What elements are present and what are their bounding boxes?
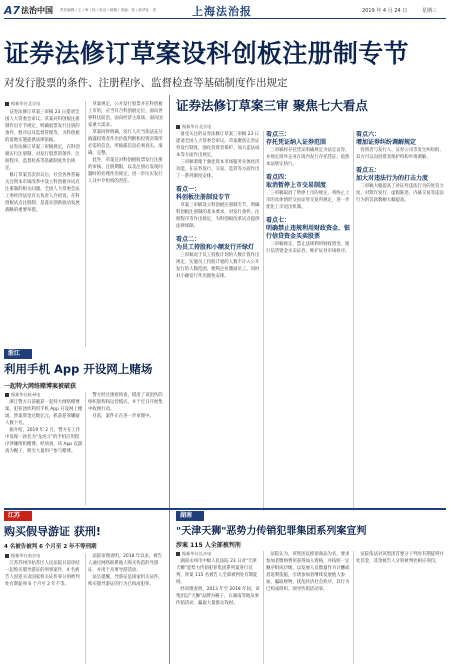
paragraph: 三审稿将存托凭证明确规定为法定证券，并规定境外企业在境内发行存托凭证，依照本法规定执行。 — [266, 148, 350, 167]
main-col-a — [176, 131, 261, 511]
paragraph: 投资者与发行人、证券公司等发生纠纷的，双方可以向投资者保护机构申请调解。 — [356, 148, 444, 160]
paragraph: 警方经过缜密侦查，摸清了该团伙的组织架构和运营模式，并于近日开展集中收网行动。 — [88, 393, 163, 412]
jiangsu-byline — [5, 553, 40, 559]
editor-info: 责任编辑 / 王 / 审 / 校 / 电话 / 邮箱 / 美编：张 / 新华社：张 — [60, 8, 157, 12]
point-title: 增加证券纠纷调解规定 — [356, 139, 417, 146]
paragraph: 目前，案件正在进一步审理中。 — [92, 414, 154, 419]
section-divider — [4, 508, 446, 510]
point-title: 加大对违法行为的打击力度 — [356, 175, 429, 182]
paragraph: 备受关注的证券法修订草案三审稿 23 日提请全国人大常委会审议。草案聚焦完善证券发行制度、强化投资者保护、加大违法成本等方面作出规定。 — [176, 132, 260, 158]
jiangsu-subtitle: 4 名被告被判 6 个月至 2 年不等刑期 — [4, 544, 97, 550]
byline-square-icon — [5, 554, 9, 558]
paragraph: 浙江警方日前破获一起特大网络赌博案，犯罪团伙利用手机 App 开设网上赌场，涉案资金达数亿元，抓获犯罪嫌疑人数十名。 — [5, 400, 83, 426]
byline-square-icon — [5, 393, 9, 397]
paragraph: 三审稿对于员工持股计划的人数计算作出规定，实施员工持股计划的人数不计入公开发行的人数范围，便利企业激励员工。同时对小额发行作出豁免安排。 — [176, 253, 260, 279]
main-headline: 证券法修订草案设科创板注册制专节 — [4, 39, 409, 68]
column-divider — [169, 511, 170, 664]
point-head: 看点一： — [176, 186, 201, 193]
issue-date: 2019 年 4 月 24 日 — [362, 8, 408, 14]
paragraph: 草案三审稿设立科创板注册制专节，明确科创板注册制的基本要求，对发行条件、注册程序等作出规定，为科创板改革试点提供法律保障。 — [176, 203, 260, 229]
zhejiang-col1 — [5, 399, 83, 505]
zhejiang-title: 利用手机 App 开设网上赌场 — [4, 362, 153, 376]
point-head: 看点六： — [356, 131, 381, 138]
main-col-b — [266, 131, 351, 511]
paragraph: 据介绍，2019 年 2 月，警方在工作中发现一款名为"龙虎斗"的手机应用程序涉嫌组织赌博。经侦查，该 App 以游戏为幌子，吸引大量用户参与赌博。 — [5, 428, 83, 454]
paragraph: 证券法修订草案三审稿规定，在科创板实行注册制，对发行股票的条件、注册程序、监督检查等基础制度作出规定。 — [5, 145, 80, 171]
paragraph: 修订草案首次审议后，社会各界普遍关注资本市场改革中设立科创板并试点注册制的相关问题。全国人大常委会法工委经济法室有关负责人介绍说，在科创板试点注册制，是落实创新驱动发展战略的重要举措。 — [5, 173, 80, 213]
point-title: 明确禁止违规利用财政资金、银行信贷资金买卖股票 — [266, 225, 351, 240]
zhejiang-subtitle: 一起特大网络赌博案被破获 — [4, 383, 77, 390]
column-divider — [85, 553, 86, 664]
headline-subtitle: 对发行股票的条件、注册程序、监督检查等基础制度作出规定 — [4, 77, 288, 89]
byline-square-icon — [176, 125, 180, 129]
hunan-byline — [176, 551, 211, 557]
paragraph: 此外，草案还对科创板股票发行注册的审核、注册期限，以及注册后发现问题时的处理作出规定，进一步压实发行人及中介机构的责任。 — [88, 158, 163, 184]
column-divider — [353, 551, 354, 664]
point-head: 看点五： — [356, 167, 381, 174]
byline-square-icon — [176, 552, 180, 556]
point-title: 取消暂停上市交易制度 — [266, 182, 327, 189]
lead-byline — [5, 101, 40, 107]
jiangsu-col1 — [5, 560, 83, 664]
region-label-zhejiang: 浙江 — [4, 349, 32, 359]
region-label-hunan: 湖南 — [176, 511, 204, 521]
column-divider — [85, 101, 86, 347]
column-divider — [85, 392, 86, 505]
region-label-jiangsu: 江苏 — [4, 511, 32, 521]
paragraph: 三审稿大幅提高了对证券违法行为的处罚力度，对欺诈发行、虚假陈述、内幕交易等违法行为的罚款数额大幅提高。 — [356, 184, 444, 203]
point-head: 看点七： — [266, 217, 291, 224]
jiangsu-title: 购买假导游证 获刑! — [4, 525, 101, 538]
zhejiang-byline — [5, 392, 40, 398]
main-byline — [176, 124, 211, 130]
column-divider — [263, 551, 264, 664]
paragraph: 三审稿规定，禁止违规利用财政资金、银行信贷资金买卖证券，维护证券市场秩序。 — [266, 242, 350, 254]
paragraph: 法院认为，该集团以推销商品为名，要求参加者缴纳费用获得加入资格，并按照一定顺序组成层级，以发展人员数量作为计酬或者返利依据，引诱参加者继续发展他人参加，骗取财物，扰乱经济社会秩序，其行为已构成组织、领导传销活动罪。 — [266, 552, 350, 592]
paragraph: 草案规定，公开发行股票并在科创板上市的，应当符合科创板定位，面向世界科技前沿、面向经济主战场、面向国家重大需求。 — [88, 102, 163, 128]
page-header — [4, 4, 446, 19]
column-divider — [353, 131, 354, 511]
paragraph: 法官提醒，导游证是国家机关证件，购买假导游证的行为已构成犯罪。 — [88, 575, 163, 587]
byline-text: 据新华社南京电 — [11, 553, 41, 558]
hunan-col1 — [176, 558, 261, 664]
main-article-title: 证券法修订草案三审 聚焦七大看点 — [176, 98, 368, 113]
byline-text: 据新华社杭州电 — [11, 392, 41, 397]
paragraph: 证券法修订草案三审稿 23 日提请全国人大常委会审议。草案对科创板注册制作出专节规定，明确股票发行注册的条件、程序以及监督管理等，为科创板的落地实施提供法律依据。 — [5, 110, 80, 143]
hunan-col2 — [266, 551, 351, 664]
paragraph: 江苏苏州市姑苏区人民法院日前审结一起购买假导游证的刑事案件，4 名被告人因犯买卖国家机关证件罪分别被判处有期徒刑 6 个月至 2 年不等。 — [5, 561, 80, 587]
paragraph: 三审稿着眼于强化资本市场服务实体经济功能，在证券发行、交易、监管等方面作出了一系列制度安排。 — [176, 160, 260, 179]
page-number: A7 — [4, 4, 21, 17]
section-name: 法治中国 — [21, 6, 53, 15]
point-head: 看点二： — [176, 236, 201, 243]
jiangsu-col2 — [88, 553, 166, 664]
column-divider — [263, 131, 264, 511]
byline-text: 据新华社北京电 — [11, 101, 41, 106]
point-head: 看点四： — [266, 174, 291, 181]
weekday: 星期三 — [422, 8, 438, 14]
point-title: 科创板注册制设专节 — [176, 194, 231, 201]
point-title: 为员工持股和小额发行开绿灯 — [176, 244, 255, 251]
point-title: 存托凭证纳入证券范围 — [266, 139, 327, 146]
paragraph: 法院依法对该集团首要分子判处有期徒刑并处罚金，其余被告人分别被判处相应刑罚。 — [356, 552, 444, 564]
zhejiang-col2 — [88, 392, 166, 505]
hunan-subtitle: 涉案 115 人全部被判刑 — [176, 542, 241, 549]
hunan-title: "天津天狮"恶势力传销犯罪集团系列案宣判 — [176, 526, 367, 537]
lead-article-col2 — [88, 101, 166, 347]
point-head: 看点三： — [266, 131, 291, 138]
paragraph: 草案同时明确，发行人应当依法充分披露投资者作出价值判断和投资决策所必需的信息，所披露信息必须真实、准确、完整。 — [88, 130, 163, 156]
byline-square-icon — [5, 102, 9, 106]
paragraph: 经审理查明，2013 年至 2018 年间，该集团以"天狮"品牌为幌子，在湖南等地从事传销活动，骗取大量群众钱财。 — [176, 587, 260, 606]
main-col-c — [356, 131, 444, 511]
hunan-col3 — [356, 551, 444, 664]
paragraph: 三审稿取消了暂停上市的规定，将终止上市的具体情形交由证券交易所规定，进一步优化上市退出机制。 — [266, 191, 350, 210]
byline-text: 据新华社北京电 — [182, 124, 212, 129]
paragraph: 湖南永州市中级人民法院 23 日对"天津天狮"恶势力传销犯罪集团系列案进行宣判，涉案 115 名被告人全部被判处有期徒刑。 — [176, 559, 258, 585]
column-divider — [169, 95, 170, 515]
masthead: 上海法治报 — [192, 5, 252, 18]
lead-article-col1 — [5, 109, 83, 347]
byline-text: 据新华社长沙电 — [182, 551, 212, 556]
paragraph: 法院审理查明，2018 年以来，被告人通过网络联系他人购买伪造的导游证，并用于从事导游活动。 — [88, 554, 163, 573]
